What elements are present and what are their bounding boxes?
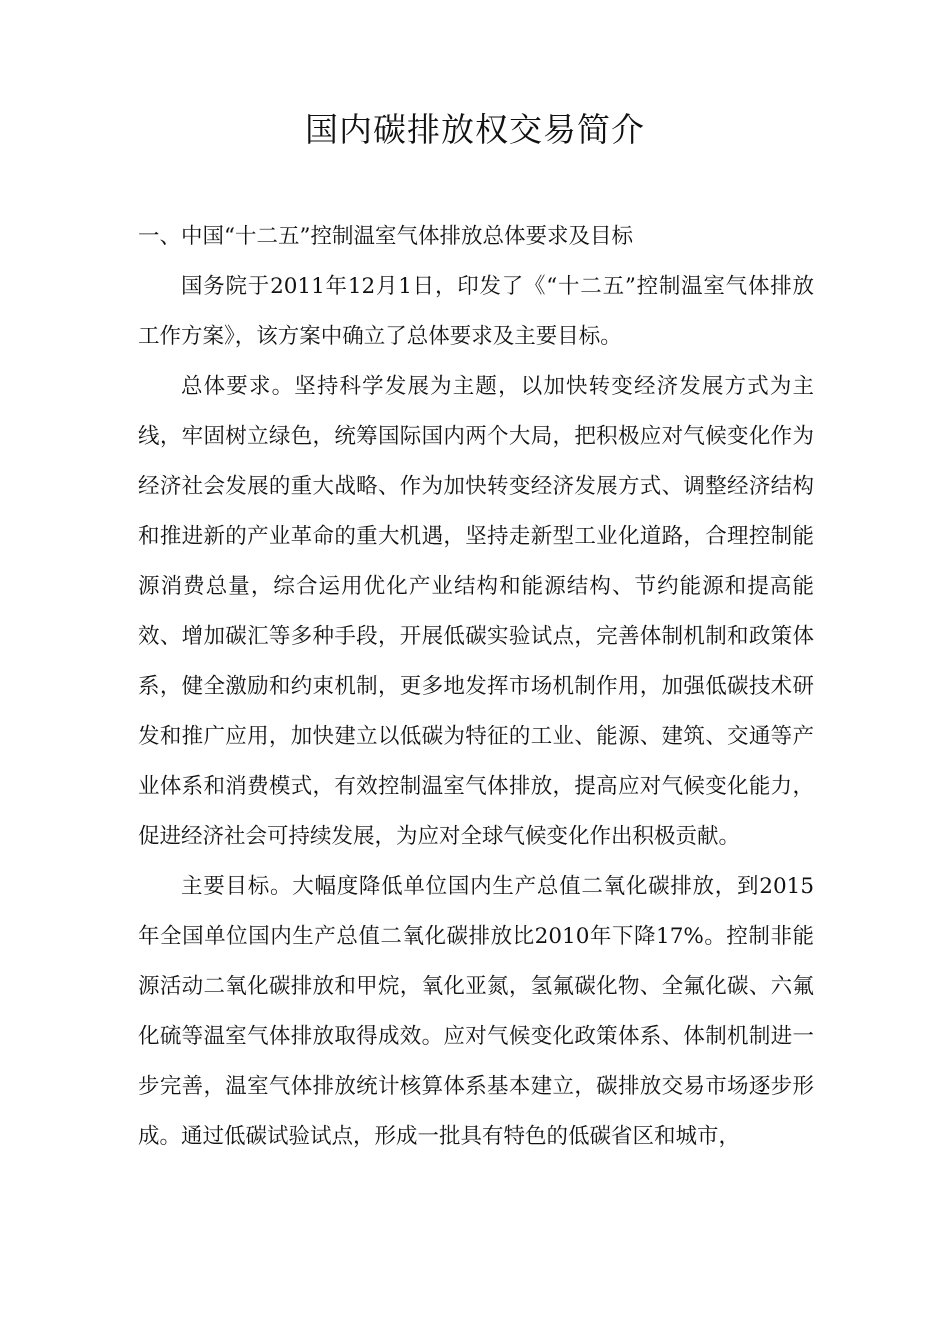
section-heading: 一、中国“十二五”控制温室气体排放总体要求及目标	[138, 224, 633, 249]
paragraph-intro: 国务院于2011年12月1日，印发了《“十二五”控制温室气体排放工作方案》，该方案中确立了总体要求及主要目标。	[138, 274, 814, 349]
paragraph-overall-requirements: 总体要求。坚持科学发展为主题，以加快转变经济发展方式为主线，牢固树立绿色，统筹国际国内两个大局，把积极应对气候变化作为经济社会发展的重大战略、作为加快转变经济发展方式、调整经济结构和推进新的产业革命的重大机遇，坚持走新型工业化道路，合理控制能源消费总量，综合运用优化产业结构和能源结构、节约能源和提高能效、增加碳汇等多种手段，开展低碳实验试点，完善体制机制和政策体系，健全激励和约束机制，更多地发挥市场机制作用，加强低碳技术研发和推广应用，加快建立以低碳为特征的工业、能源、建筑、交通等产业体系和消费模式，有效控制温室气体排放，提高应对气候变化能力，促进经济社会可持续发展，为应对全球气候变化作出积极贡献。	[138, 374, 814, 849]
document-body	[138, 212, 814, 1162]
document-title: 国内碳排放权交易简介	[305, 110, 645, 149]
paragraph-main-targets: 主要目标。大幅度降低单位国内生产总值二氧化碳排放，到2015年全国单位国内生产总值二氧化碳排放比2010年下降17%。控制非能源活动二氧化碳排放和甲烷，氧化亚氮，氢氟碳化物、全氟化碳、六氟化硫等温室气体排放取得成效。应对气候变化政策体系、体制机制进一步完善，温室气体排放统计核算体系基本建立，碳排放交易市场逐步形成。通过低碳试验试点，形成一批具有特色的低碳省区和城市，	[138, 874, 814, 1149]
